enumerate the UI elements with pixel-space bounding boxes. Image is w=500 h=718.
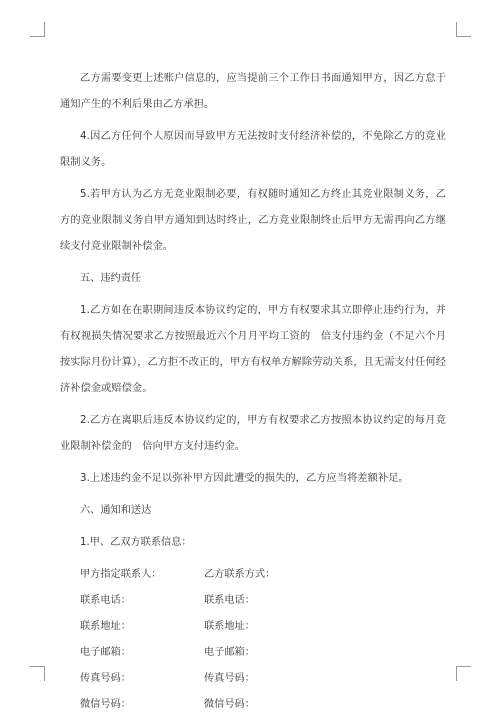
contact-label-party-a: 传真号码： <box>80 673 131 684</box>
contact-table <box>60 562 446 718</box>
contact-row <box>60 588 446 614</box>
contact-row <box>60 692 446 718</box>
contact-row <box>60 666 446 692</box>
contact-label-party-a: 电子邮箱： <box>80 647 131 658</box>
clause: 1.乙方如在在职期间违反本协议约定的，甲方有权要求其立即停止违约行为，并有权视损失情况要求乙方按照最近六个月月平均工资的 倍支付违约金（不足六个月按实际月份计算），乙方拒不改正的，甲方有权单方解除劳动关系，且无需支付任何经济补偿金或赔偿金。 <box>60 305 446 394</box>
contact-row <box>60 562 446 588</box>
clause: 3.上述违约金不足以弥补甲方因此遭受的损失的，乙方应当将差额补足。 <box>80 473 409 484</box>
section-heading: 六、通知和送达 <box>80 505 152 516</box>
contact-label-party-a: 甲方指定联系人： <box>80 569 162 580</box>
corner-mark-bottom-right <box>456 666 471 681</box>
contact-label-party-b: 联系电话： <box>204 595 255 606</box>
document-body <box>60 66 446 718</box>
contact-intro: 1.甲、乙双方联系信息： <box>80 537 192 548</box>
paragraph: 5.若甲方认为乙方无竞业限制必要，有权随时通知乙方终止其竞业限制义务，乙方的竞业限制义务自甲方通知到达时终止，乙方竞业限制终止后甲方无需再向乙方继续支付竞业限制补偿金。 <box>60 189 446 252</box>
contact-label-party-b: 微信号码： <box>204 699 255 710</box>
corner-mark-top-right <box>456 22 471 37</box>
section-heading: 五、违约责任 <box>80 273 142 284</box>
corner-mark-bottom-left <box>30 666 45 681</box>
contact-row <box>60 614 446 640</box>
corner-mark-top-left <box>30 22 45 37</box>
contact-label-party-a: 微信号码： <box>80 699 131 710</box>
paragraph: 乙方需要变更上述账户信息的，应当提前三个工作日书面通知甲方，因乙方怠于通知产生的不利后果由乙方承担。 <box>60 73 446 110</box>
contact-label-party-b: 电子邮箱： <box>204 647 255 658</box>
clause: 2.乙方在离职后违反本协议约定的，甲方有权要求乙方按照本协议约定的每月竞业限制补偿金的 倍向甲方支付违约金。 <box>60 415 446 452</box>
contact-label-party-b: 联系地址： <box>204 621 255 632</box>
contact-label-party-a: 联系电话： <box>80 595 131 606</box>
contact-label-party-b: 传真号码： <box>204 673 255 684</box>
contact-row <box>60 640 446 666</box>
contact-label-party-a: 联系地址： <box>80 621 131 632</box>
paragraph: 4.因乙方任何个人原因而导致甲方无法按时支付经济补偿的，不免除乙方的竞业限制义务。 <box>60 131 446 168</box>
contact-label-party-b: 乙方联系方式： <box>204 569 276 580</box>
